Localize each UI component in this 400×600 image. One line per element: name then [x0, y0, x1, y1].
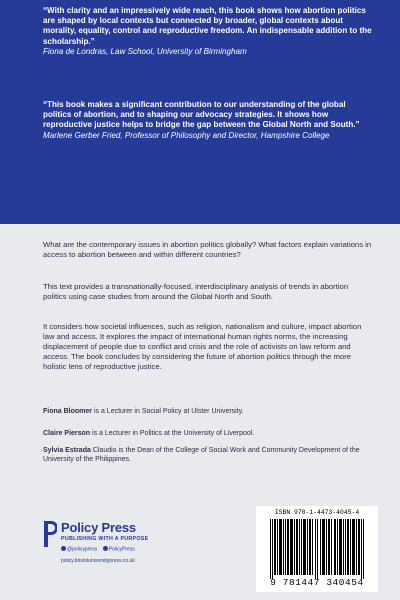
description-paragraph: What are the contemporary issues in abortion politics globally? What factors explain variations in access to abortion between and within different countries?: [43, 240, 372, 259]
description-paragraph: It considers how societal influences, such as religion, nationalism and culture, impact abortion law and access. It explores the impact of international human rights norms, the increasing displacement of people due to conflict and crisis and the role of activists on law reform and access. The book concludes by considering the future of abortion politics through the more holistic lens of reproductive justice.: [43, 322, 362, 371]
endorsement-quote: [43, 6, 373, 57]
quote-text: “With clarity and an impressively wide reach, this book shows how abortion politics are shaped by local contexts but connected by broader, global contexts about morality, equality, control and reproductive freedom. An indispensable addition to the scholarship.”: [43, 6, 372, 46]
twitter-handle: @policypress: [67, 546, 98, 553]
twitter-icon: [61, 546, 66, 551]
publisher-url: policy.bristoluniversitypress.co.uk: [61, 558, 135, 564]
quote-attribution: Marlene Gerber Fried, Professor of Philosophy and Director, Hampshire College: [43, 130, 330, 140]
description-paragraph: This text provides a transnationally-focused, interdisciplinary analysis of trends in abortion politics using case studies from around the Global North and South.: [43, 282, 349, 301]
barcode-bars: [264, 519, 370, 579]
publisher-block: [43, 520, 203, 575]
author-name: Sylvia Estrada: [43, 447, 91, 454]
publisher-social: [61, 546, 135, 553]
isbn-digits: 9 781447 340454: [270, 577, 364, 588]
author-bio: [43, 446, 373, 464]
endorsement-quote: [43, 100, 373, 141]
isbn-label: ISBN 978-1-4473-4045-4: [274, 509, 360, 516]
author-bio: [43, 429, 373, 438]
publisher-tagline: PUBLISHING WITH A PURPOSE: [61, 536, 149, 542]
author-description: is a Lecturer in Social Policy at Ulster University.: [92, 408, 244, 415]
author-name: Claire Pierson: [43, 430, 91, 437]
facebook-icon: [103, 546, 108, 551]
quote-text: “This book makes a significant contribution to our understanding of the global politics of abortion, and to shaping our advocacy strategies. It shows how reproductive justice helps to bridge the gap between the Global North and South.”: [43, 100, 360, 130]
author-name: Fiona Bloomer: [43, 408, 93, 415]
author-description: is a Lecturer in Politics at the University of Liverpool.: [90, 430, 255, 437]
quotes-panel: [0, 0, 400, 224]
quote-attribution: Fiona de Londras, Law School, University of Birmingham: [43, 46, 247, 56]
publisher-logo-icon: [43, 520, 57, 548]
author-description: Claudio is the Dean of the College of Social Work and Community Development of the University of the Philippines.: [43, 447, 360, 463]
author-bio: [43, 407, 373, 416]
publisher-name: Policy Press: [61, 520, 136, 535]
facebook-handle: PolicyPress: [108, 546, 135, 553]
isbn-barcode: [256, 506, 378, 592]
